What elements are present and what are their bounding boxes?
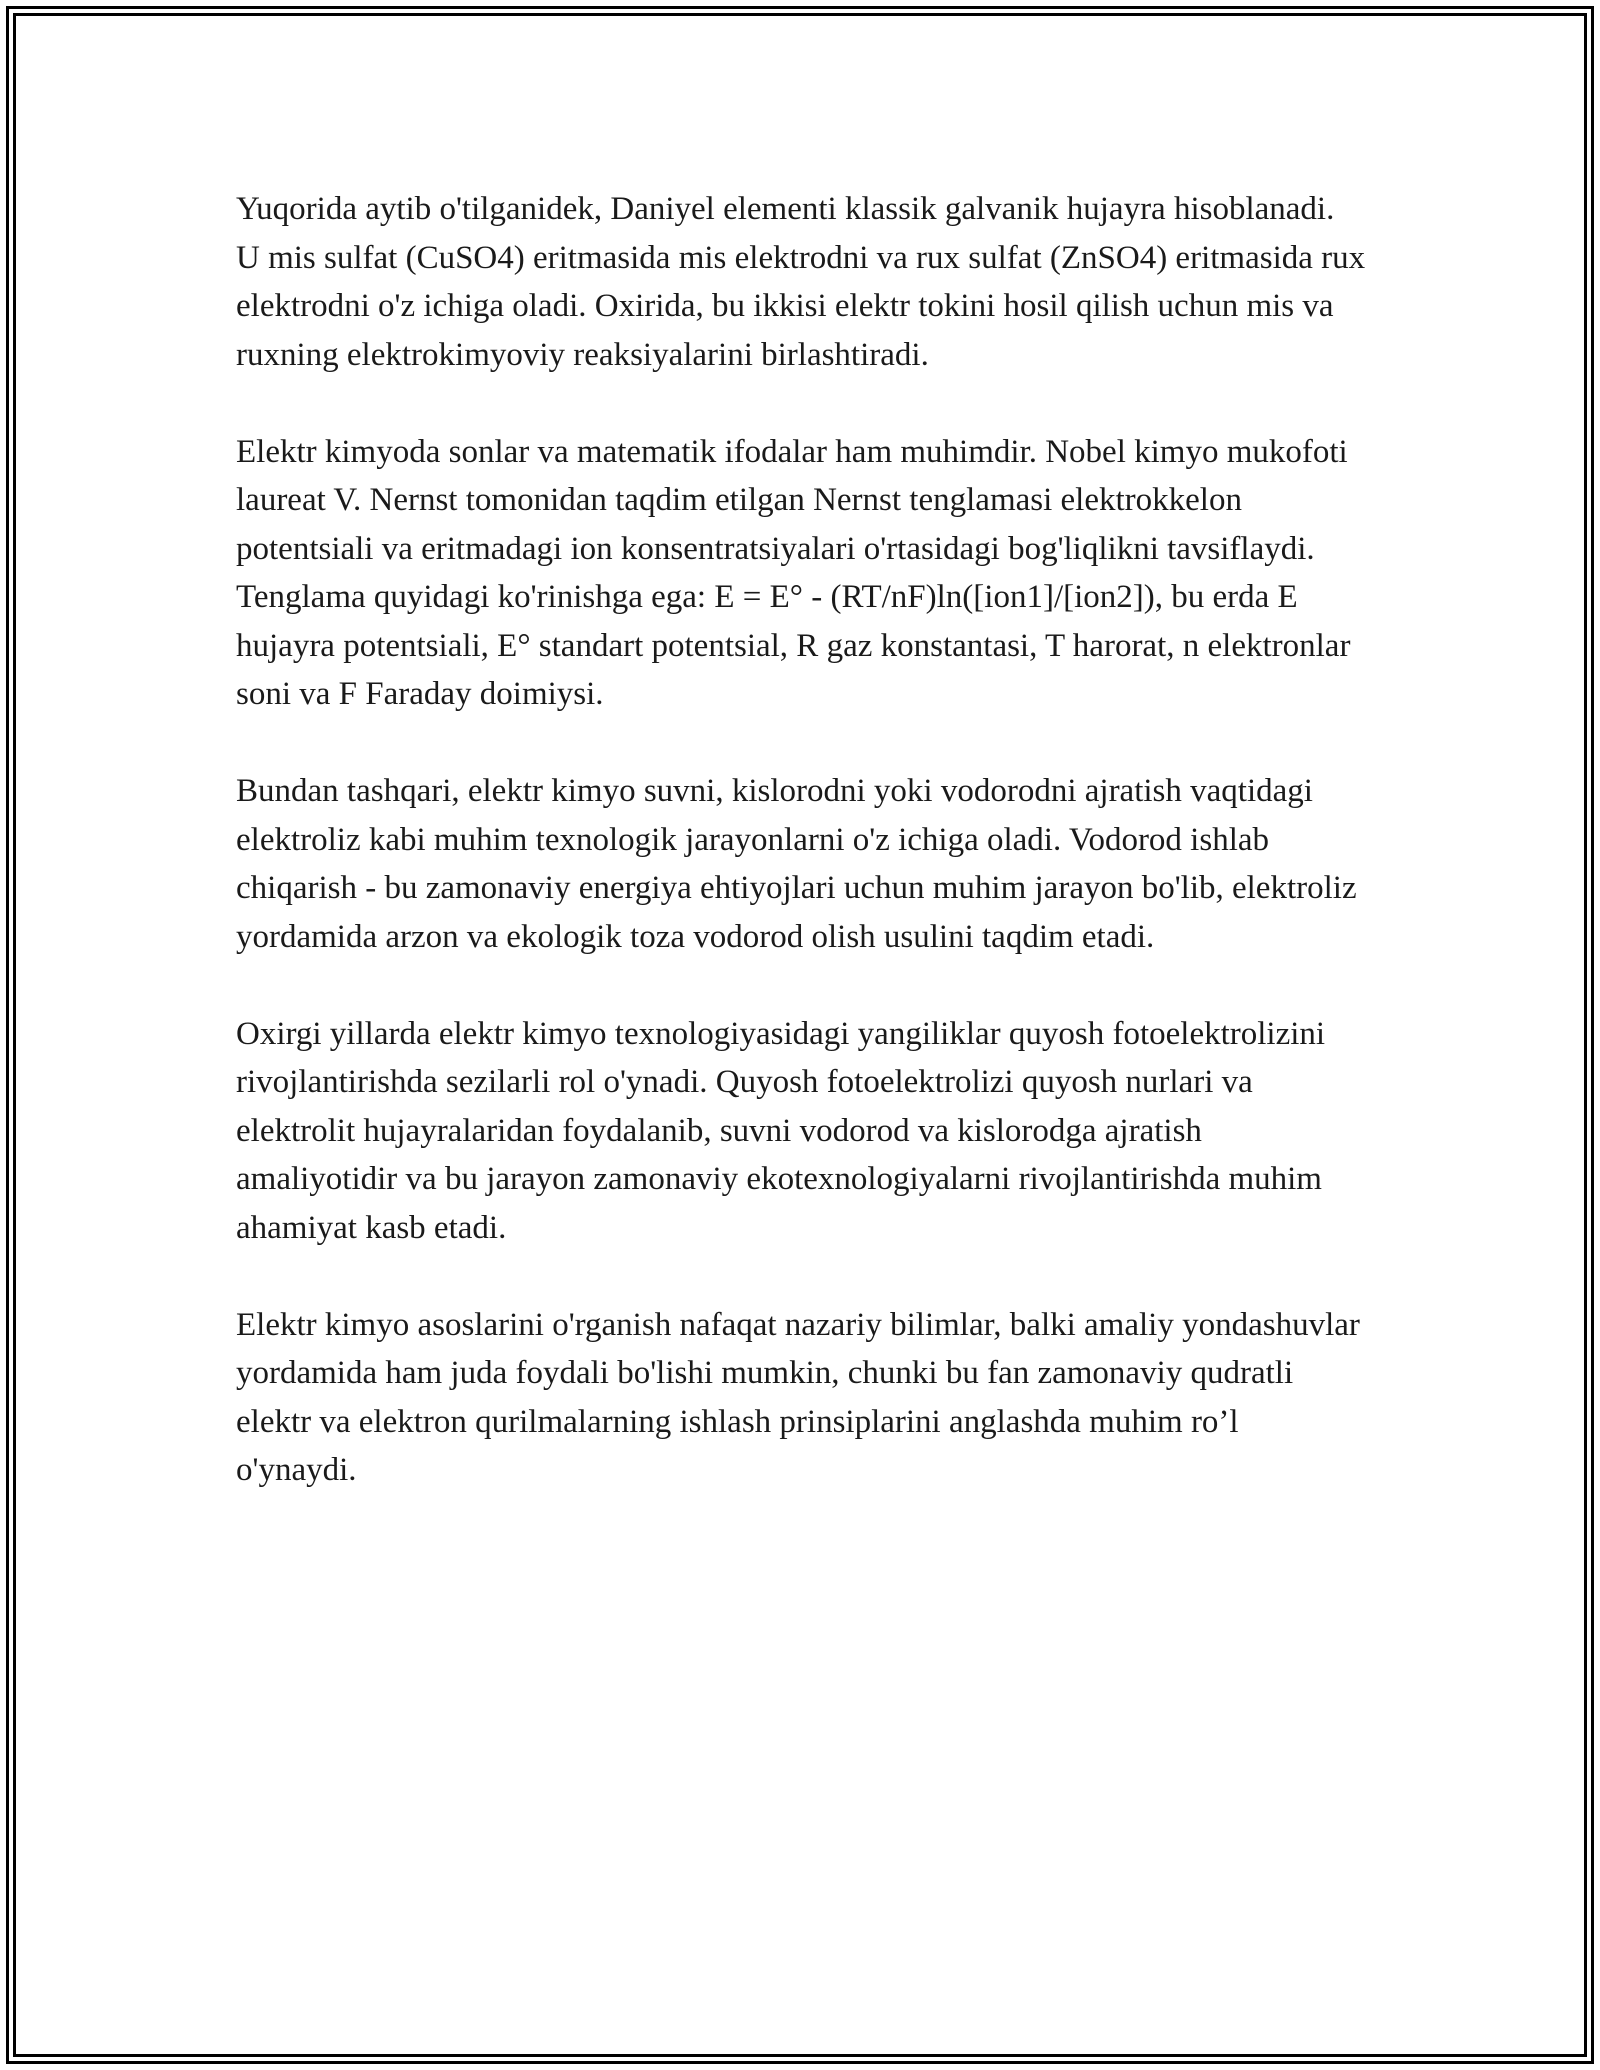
paragraph-2: Elektr kimyoda sonlar va matematik ifodalar ham muhimdir. Nobel kimyo mukofoti laureat V. Nernst tomonidan taqdim etilgan Nernst tenglamasi elektrokkelon potentsiali va eritmadagi ion konsentratsiyalari o'rtasidagi bog'liqlikni tavsiflaydi. Tenglama quyidagi ko'rinishga ega: E = E° - (RT/nF)ln([ion1]/[ion2]), bu erda E hujayra potentsiali, E° standart potentsial, R gaz konstantasi, T harorat, n elektronlar soni va F Faraday doimiysi. bbox=[236, 433, 1351, 712]
document-body bbox=[236, 185, 1366, 1543]
paragraph-4: Oxirgi yillarda elektr kimyo texnologiyasidagi yangiliklar quyosh fotoelektrolizini rivojlantirishda sezilarli rol o'ynadi. Quyosh fotoelektrolizi quyosh nurlari va elektrolit hujayralaridan foydalanib, suvni vodorod va kislorodga ajratish amaliyotidir va bu jarayon zamonaviy ekotexnologiyalarni rivojlantirishda muhim ahamiyat kasb etadi. bbox=[236, 1015, 1326, 1246]
paragraph-5: Elektr kimyo asoslarini o'rganish nafaqat nazariy bilimlar, balki amaliy yondashuvlar yordamida ham juda foydali bo'lishi mumkin, chunki bu fan zamonaviy qudratli elektr va elektron qurilmalarning ishlash prinsiplarini anglashda muhim ro’l o'ynaydi. bbox=[236, 1306, 1360, 1488]
paragraph-3: Bundan tashqari, elektr kimyo suvni, kislorodni yoki vodorodni ajratish vaqtidagi elektroliz kabi muhim texnologik jarayonlarni o'z ichiga oladi. Vodorod ishlab chiqarish - bu zamonaviy energiya ehtiyojlari uchun muhim jarayon bo'lib, elektroliz yordamida arzon va ekologik toza vodorod olish usulini taqdim etadi. bbox=[236, 773, 1357, 955]
paragraph-1: Yuqorida aytib o'tilganidek, Daniyel elementi klassik galvanik hujayra hisoblanadi. U mis sulfat (CuSO4) eritmasida mis elektrodni va rux sulfat (ZnSO4) eritmasida rux elektrodni o'z ichiga oladi. Oxirida, bu ikkisi elektr tokini hosil qilish uchun mis va ruxning elektrokimyoviy reaksiyalarini birlashtiradi. bbox=[236, 191, 1366, 373]
